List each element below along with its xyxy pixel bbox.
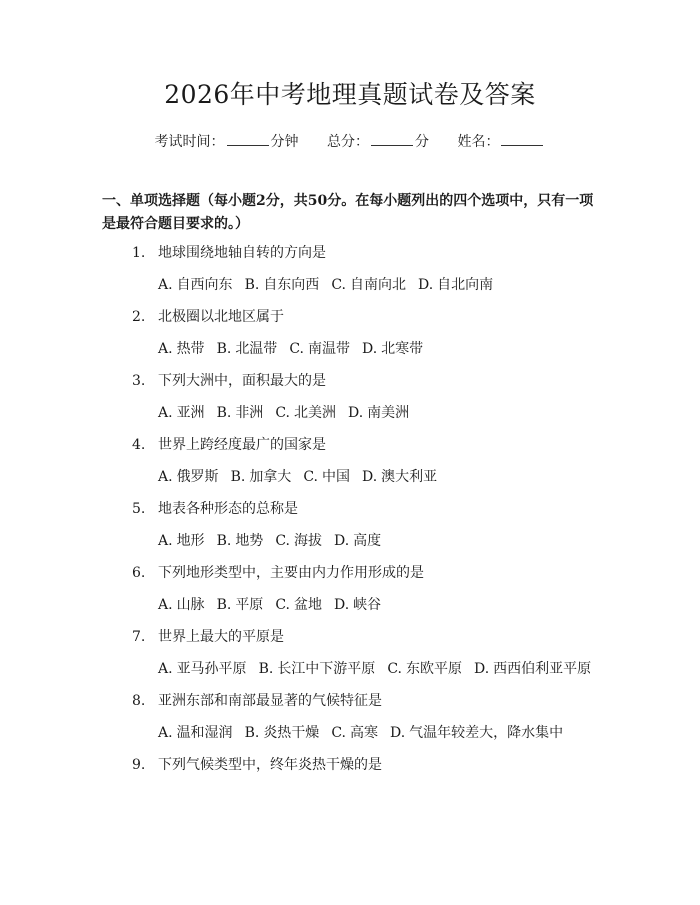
- option-item: [362, 467, 437, 487]
- option-letter: A.: [158, 725, 173, 741]
- question-text: 地表各种形态的总称是: [158, 501, 298, 517]
- option-item: [331, 723, 378, 743]
- option-text: 俄罗斯: [176, 469, 219, 485]
- question-number: 5.: [132, 501, 146, 517]
- option-item: [158, 339, 205, 359]
- option-letter: C.: [387, 661, 402, 677]
- option-letter: D.: [333, 597, 350, 613]
- option-letter: D.: [347, 405, 364, 421]
- option-text: 亚洲: [176, 405, 205, 421]
- total-score-blank: [371, 131, 413, 146]
- exam-meta: [0, 131, 700, 152]
- question-item: [132, 307, 284, 327]
- option-item: [158, 595, 205, 615]
- option-text: 盆地: [293, 597, 322, 613]
- option-letter: A.: [158, 661, 173, 677]
- student-name-label: 姓名：: [457, 134, 500, 150]
- question-item: [132, 243, 326, 263]
- option-letter: C.: [275, 597, 290, 613]
- option-item: [362, 339, 423, 359]
- question-options: [158, 403, 421, 423]
- option-text: 山脉: [176, 597, 205, 613]
- question-number: 9.: [132, 757, 146, 773]
- option-text: 西西伯利亚平原: [493, 661, 592, 677]
- option-letter: C.: [289, 341, 304, 357]
- option-letter: A.: [158, 341, 173, 357]
- option-text: 北美洲: [293, 405, 336, 421]
- option-item: [158, 403, 205, 423]
- option-text: 炎热干燥: [263, 725, 320, 741]
- option-text: 自西向东: [176, 277, 233, 293]
- question-item: [132, 691, 382, 711]
- question-text: 地球围绕地轴自转的方向是: [158, 245, 326, 261]
- option-letter: C.: [331, 277, 346, 293]
- option-text: 加拿大: [249, 469, 292, 485]
- option-item: [158, 467, 219, 487]
- option-letter: A.: [158, 469, 173, 485]
- question-text: 下列大洲中，面积最大的是: [158, 373, 326, 389]
- option-item: [217, 531, 264, 551]
- question-text: 世界上最大的平原是: [158, 629, 284, 645]
- option-letter: D.: [361, 341, 378, 357]
- option-text: 地势: [235, 533, 264, 549]
- question-item: [132, 563, 424, 583]
- option-text: 海拔: [293, 533, 322, 549]
- option-item: [158, 531, 205, 551]
- option-item: [390, 723, 563, 743]
- option-text: 长江中下游平原: [277, 661, 376, 677]
- option-item: [158, 723, 233, 743]
- student-name-field: [457, 131, 545, 152]
- option-text: 峡谷: [353, 597, 382, 613]
- option-text: 南美洲: [367, 405, 410, 421]
- option-letter: B.: [244, 277, 260, 293]
- option-letter: C.: [331, 725, 346, 741]
- option-item: [217, 595, 264, 615]
- option-letter: A.: [158, 597, 173, 613]
- option-text: 自北向南: [437, 277, 494, 293]
- option-letter: B.: [216, 533, 232, 549]
- question-options: [158, 531, 393, 551]
- option-letter: D.: [417, 277, 434, 293]
- total-score-field: [327, 131, 429, 152]
- option-letter: A.: [158, 405, 173, 421]
- option-item: [474, 659, 591, 679]
- question-number: 7.: [132, 629, 146, 645]
- option-text: 澳大利亚: [381, 469, 438, 485]
- option-item: [289, 339, 350, 359]
- option-text: 非洲: [235, 405, 264, 421]
- option-text: 自东向西: [263, 277, 320, 293]
- option-item: [303, 467, 350, 487]
- option-item: [158, 659, 247, 679]
- question-item: [132, 755, 382, 775]
- option-item: [387, 659, 462, 679]
- question-text: 世界上跨经度最广的国家是: [158, 437, 326, 453]
- section-heading: 一、单项选择题（每小题2分，共50分。在每小题列出的四个选项中，只有一项是最符合题目要求的。）: [102, 193, 594, 232]
- option-letter: C.: [303, 469, 318, 485]
- option-item: [158, 275, 233, 295]
- exam-time-label: 考试时间：: [154, 134, 225, 150]
- option-item: [334, 531, 381, 551]
- question-options: [158, 339, 435, 359]
- option-item: [348, 403, 409, 423]
- question-options: [158, 659, 603, 679]
- option-text: 自南向北: [349, 277, 406, 293]
- option-item: [245, 275, 320, 295]
- question-options: [158, 275, 505, 295]
- option-text: 气温年较差大，降水集中: [409, 725, 564, 741]
- option-item: [331, 275, 406, 295]
- exam-time-unit: 分钟: [270, 134, 299, 150]
- total-score-label: 总分：: [327, 134, 369, 150]
- question-options: [158, 595, 393, 615]
- question-item: [132, 627, 284, 647]
- option-text: 北温带: [235, 341, 278, 357]
- option-text: 东欧平原: [405, 661, 462, 677]
- question-number: 6.: [132, 565, 146, 581]
- question-number: 1.: [132, 245, 146, 261]
- option-letter: A.: [158, 277, 173, 293]
- question-options: [158, 723, 575, 743]
- option-text: 热带: [176, 341, 205, 357]
- exam-time-field: [155, 131, 299, 152]
- option-letter: C.: [275, 405, 290, 421]
- question-item: [132, 499, 298, 519]
- option-item: [275, 595, 322, 615]
- option-letter: D.: [473, 661, 490, 677]
- option-letter: B.: [216, 597, 232, 613]
- question-number: 8.: [132, 693, 146, 709]
- option-text: 中国: [321, 469, 350, 485]
- question-text: 下列地形类型中，主要由内力作用形成的是: [158, 565, 424, 581]
- option-letter: B.: [216, 341, 232, 357]
- page-title: 2026年中考地理真题试卷及答案: [164, 80, 536, 109]
- option-item: [259, 659, 376, 679]
- option-item: [217, 339, 278, 359]
- option-text: 北寒带: [381, 341, 424, 357]
- option-item: [275, 531, 322, 551]
- question-text: 亚洲东部和南部最显著的气候特征是: [158, 693, 382, 709]
- option-text: 地形: [176, 533, 205, 549]
- student-name-blank: [501, 131, 543, 146]
- question-number: 4.: [132, 437, 146, 453]
- option-letter: B.: [230, 469, 246, 485]
- question-number: 3.: [132, 373, 146, 389]
- option-text: 平原: [235, 597, 264, 613]
- option-item: [418, 275, 493, 295]
- question-text: 下列气候类型中，终年炎热干燥的是: [158, 757, 382, 773]
- question-item: [132, 435, 326, 455]
- option-item: [275, 403, 336, 423]
- option-item: [217, 403, 264, 423]
- option-item: [245, 723, 320, 743]
- option-letter: D.: [333, 533, 350, 549]
- option-letter: B.: [216, 405, 232, 421]
- option-text: 亚马孙平原: [176, 661, 247, 677]
- question-options: [158, 467, 449, 487]
- exam-time-blank: [227, 131, 269, 146]
- question-number: 2.: [132, 309, 146, 325]
- option-letter: B.: [258, 661, 274, 677]
- option-text: 南温带: [307, 341, 350, 357]
- option-text: 高寒: [349, 725, 378, 741]
- option-text: 温和湿润: [176, 725, 233, 741]
- option-letter: C.: [275, 533, 290, 549]
- question-item: [132, 371, 326, 391]
- option-text: 高度: [353, 533, 382, 549]
- option-letter: D.: [389, 725, 406, 741]
- option-item: [334, 595, 381, 615]
- question-text: 北极圈以北地区属于: [158, 309, 284, 325]
- option-letter: B.: [244, 725, 260, 741]
- option-item: [231, 467, 292, 487]
- option-letter: D.: [361, 469, 378, 485]
- option-letter: A.: [158, 533, 173, 549]
- total-score-unit: 分: [415, 134, 429, 150]
